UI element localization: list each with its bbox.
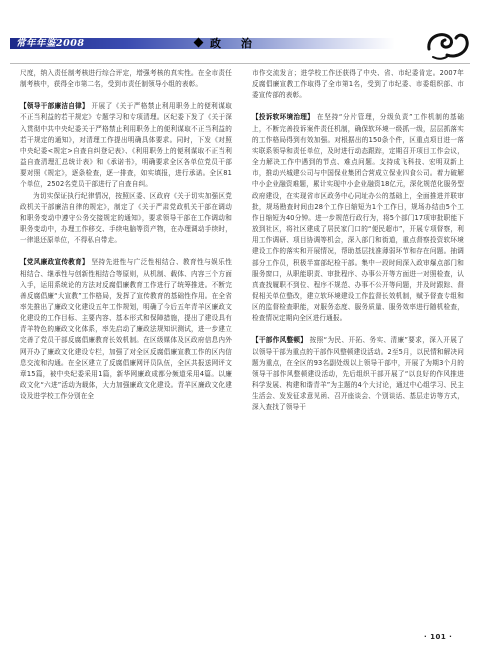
paragraph-gap bbox=[252, 101, 464, 112]
section-label: 政 治 bbox=[210, 37, 260, 50]
yearbook-title: 常年年鉴2008 bbox=[16, 38, 85, 49]
entry-body: 开展了《关于严格禁止利用职务上的便利谋取不正当利益的若干规定》专题学习和专项清理。区纪委下发了《关于深入贯彻中共中央纪委关于严格禁止利用职务上的便利谋取不正当利益的若干规定的通知》，对清理工作提出明确具体要求。同时，下发《对照中央纪委<规定>自查自纠登记表》、《利用职务上的便利谋取不正当利益自查清理汇总统计表》和《承诺书》，明确要求全区各单位党员干部要对照《规定》，逐条检查，逐一排查，如实填报，进行承诺。全区81个单位，2502名党员干部进行了自查自纠。 bbox=[20, 102, 232, 189]
diamond-bullet-icon bbox=[194, 38, 204, 48]
continued-paragraph: 尺度，纳入责任制考核进行综合评定，增强考核的真实性。在全市责任制考核中，获得全市第二名，受到市责任制领导小组的表彰。 bbox=[20, 69, 232, 89]
continued-paragraph: 市作交流发言；进学校工作还获得了中央、省、市纪委肯定。2007年反腐倡廉宣教工作取得了全市第1名，受到了市纪委、市委组织部、市委宣传部的表彰。 bbox=[252, 69, 464, 100]
entry-body: 坚持先进性与广泛性相结合、教育性与娱乐性相结合、继承性与创新性相结合等原则，从机制、载体、内容三个方面入手，运用系统论的方法对反腐倡廉教育工作进行了统筹推进。不断完善反腐倡廉“大宣教”工作格局，发挥了宣传教育的基础性作用。在全省率先推出了廉政文化建设五年工作规划，明确了今后五年青羊区廉政文化建设的工作目标、主要内容、基本形式和保障措施，提出了建设具有青羊特色的廉政文化体系，率先启动了廉政法规知识测试，进一步建立完善了党员干部反腐倡廉教育长效机制。在区级媒体及区政府信息内外网开办了廉政文化建设专栏，加强了对全区反腐倡廉宣教工作的区内信息交流和沟通。在全区建立了反腐倡廉网评员队伍，全区共报送网评文章15篇，被中央纪委采用1篇，新华网廉政成都分频道采用4篇。以廉政文化“六进”活动为载体，大力加强廉政文化建设。青羊区廉政文化建设及进学校工作分别在全 bbox=[20, 258, 232, 401]
header-rule bbox=[10, 63, 470, 64]
entry-soft-environment bbox=[252, 112, 464, 324]
entry-cadre-conduct bbox=[252, 335, 464, 413]
paragraph-gap bbox=[252, 324, 464, 335]
entry-title: 【领导干部廉洁自律】 bbox=[20, 102, 89, 111]
section-heading bbox=[195, 36, 260, 51]
entry-body: 在坚持“分片管理，分级负责”工作机制的基础上，不断完善投诉案件责任机制，确保软环境一级抓一级，层层抓落实的工作格局得到有效加强。对根据出的150条个件，区重点项目进一落实联系领导和责任单位，及时进行动态跟踪，定期召开项目工作会议，全力解决工作中遇到的节点、难点问题。支持成飞科技、宏明双新上市，推动兴城建公司与中国保业集团合营成立保业四食公司。着力破解中小企业融资难题，累计实现中小企业融资18亿元，深化规范化服务型政府建设，在实现省市区政务中心同址办公的基础上，全面推进并联审批，规场勘查时间由28个工作日缩短为1个工作日，规场办结由5个工作日缩短为40分钟。进一步规范行政行为，将5个部门17项审批职能下放到社区，将社区建成了居民家门口的“便民超市”，开展专项督察，利用工作调研、项目协调等机会，深入部门和街道，重点督察投资软环境建设工作的落实和开展情况，帮助基层找准薄弱环节和存在问题。抽调部分工作员，积极半富部纪检干部。集中一段时间深入政审爆点部门和服务窗口，从职能职责、审批程序、办事公开等方面进一对照检查，认真查找履职不到位、程序不规范、办事不公开等问题，并及时跟踪、督促相关单位整改，建立软环境建设工作监督长效机制，赋予督查专组和区的监督检查职能，对服务态度、服务质量、服务效率进行随机检查，检查情况定期向全区进行通报。 bbox=[252, 113, 464, 323]
running-header bbox=[10, 27, 470, 63]
entry-integrity-self-discipline bbox=[20, 101, 232, 190]
entry-body: 按照“为民、开拓、务实、清廉”要求，深入开展了以领导干部为重点的干部作风整顿建设活动。2至5月，以民情和解决问题为重点，在全区的93名副处级以上领导干部中，开展了为期3个月的领导干部作风整顿建设活动，先后组织干部开展了“以良好的作风推进科学发展、构建和谐青羊”为主题的4个大讨论，通过中心组学习、民主生活会、发发征求意见函、召开座谈会、个别谈话、基层走访等方式，深入查找了领导干 bbox=[252, 336, 465, 412]
entry-title: 【投诉软环境治理】 bbox=[252, 113, 315, 122]
body-paragraph: 为切实保证执行纪律情况，按照区委、区政府《关于切实加强区党政机关干部廉洁自律的规定》，制定了《关于严肃党政机关干部在调动和职务变动中遵守公务交接规定的通知》，要求领导干部在工作调动和职务变动中，办理工作移交、手续电脑等资产物，在办理调动手续时，一律退还原单位，不得私自带走。 bbox=[20, 191, 232, 245]
swirl-logo-icon bbox=[423, 27, 473, 63]
page-number: · 101 · bbox=[424, 633, 453, 641]
paragraph-gap bbox=[20, 246, 232, 257]
entry-title: 【党风廉政宣传教育】 bbox=[20, 258, 89, 267]
entry-clean-governance-education bbox=[20, 257, 232, 402]
paragraph-gap bbox=[20, 90, 232, 101]
left-column bbox=[20, 68, 232, 402]
entry-title: 【干部作风整顿】 bbox=[252, 336, 308, 345]
right-column bbox=[252, 68, 464, 414]
